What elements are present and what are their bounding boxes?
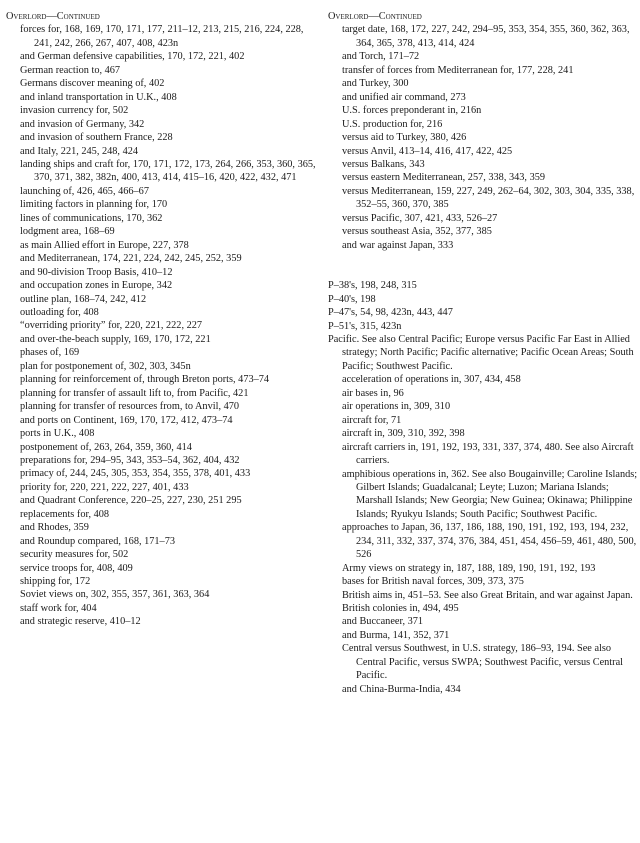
index-entry: and China-Burma-India, 434 [342,683,461,695]
index-entry: as main Allied effort in Europe, 227, 378 [20,239,189,251]
index-entry: versus Balkans, 343 [342,158,425,170]
index-entry: phases of, 169 [20,347,80,359]
index-entry: amphibious operations in, 362. See also Bougainville; Caroline Islands; Gilbert Islands; Guadalcanal; Leyte; Luzon; Mariana Islands; Marshall Islands; New Georgia; New Guinea; Okinawa; Philippine Islands; Ryukyu Islands; South Pacific; Southwest Pacific. [342,468,638,520]
index-entry: and Buccaneer, 371 [342,616,424,628]
index-entry: Army views on strategy in, 187, 188, 189, 190, 191, 192, 193 [342,562,596,574]
index-entry: German reaction to, 467 [20,64,121,76]
index-entry: British aims in, 451–53. See also Great Britain, and war against Japan. [342,589,633,601]
index-entry: and Quadrant Conference, 220–25, 227, 230, 251 295 [20,495,242,507]
index-entry: lines of communications, 170, 362 [20,212,163,224]
index-entry: and Rhodes, 359 [20,522,89,534]
index-entry: and inland transportation in U.K., 408 [20,91,177,103]
index-entry: shipping for, 172 [20,576,91,588]
index-entry: transfer of forces from Mediterranean for, 177, 228, 241 [342,64,574,76]
right-heading: Overlord—Continued [328,11,422,22]
index-entry: limiting factors in planning for, 170 [20,199,168,211]
index-entry: and German defensive capabilities, 170, 172, 221, 402 [20,51,245,63]
index-entry: British colonies in, 494, 495 [342,603,459,615]
index-entry: staff work for, 404 [20,602,97,614]
index-entry: primacy of, 244, 245, 305, 353, 354, 355, 378, 401, 433 [20,468,251,480]
pacific-subentries [328,373,638,696]
index-entry: service troops for, 408, 409 [20,562,133,574]
index-entry: outline plan, 168–74, 242, 412 [20,293,147,305]
index-entry: and unified air command, 273 [342,91,466,103]
index-entry: and ports on Continent, 169, 170, 172, 412, 473–74 [20,414,233,426]
index-entry: planning for transfer of assault lift to, from Pacific, 421 [20,387,249,399]
index-entry: and Turkey, 300 [342,78,409,90]
index-entry: and Burma, 141, 352, 371 [342,629,450,641]
index-entry-pacific: Pacific. See also Central Pacific; Europe versus Pacific Far East in Allied strategy; North Pacific; Pacific alternative; Pacific Ocean Areas; South Pacific; Southwest Pacific. [328,333,634,372]
index-entry: air bases in, 96 [342,387,404,399]
index-entry: planning for transfer of resources from, to Anvil, 470 [20,401,240,413]
index-entry: and invasion of southern France, 228 [20,132,173,144]
index-entry: “overriding priority” for, 220, 221, 222, 227 [20,320,203,332]
index-entry: and Italy, 221, 245, 248, 424 [20,145,139,157]
right-entries [328,23,638,252]
spacer [328,252,638,279]
index-entry: bases for British naval forces, 309, 373, 375 [342,576,524,588]
index-entry: priority for, 220, 221, 222, 227, 401, 433 [20,481,189,493]
index-entry: and war against Japan, 333 [342,239,454,251]
index-entry: replacements for, 408 [20,508,110,520]
index-entry-p51: P–51's, 315, 423n [328,320,402,332]
index-entry: and Roundup compared, 168, 171–73 [20,535,176,547]
index-entry: aircraft carriers in, 191, 192, 193, 331, 337, 374, 480. See also Aircraft carriers. [342,441,634,467]
index-entry: Soviet views on, 302, 355, 357, 361, 363, 364 [20,589,210,601]
index-entry: aircraft in, 309, 310, 392, 398 [342,428,465,440]
index-entry: Central versus Southwest, in U.S. strategy, 186–93, 194. See also Central Pacific, versus SWPA; Southwest Pacific, versus Central Pacific. [342,643,624,682]
index-entry: versus Anvil, 413–14, 416, 417, 422, 425 [342,145,513,157]
right-column [328,10,638,696]
index-entry: and occupation zones in Europe, 342 [20,280,173,292]
left-column [6,10,322,629]
index-entry: launching of, 426, 465, 466–67 [20,185,149,197]
index-entry: U.S. production for, 216 [342,118,443,130]
index-entry: versus southeast Asia, 352, 377, 385 [342,226,492,238]
index-entry: and Torch, 171–72 [342,51,420,63]
index-entry: plan for postponement of, 302, 303, 345n [20,360,191,372]
index-entry: forces for, 168, 169, 170, 171, 177, 211–12, 213, 215, 216, 224, 228, 241, 242, 266, 267, 407, 408, 423n [20,24,304,49]
index-entry: planning for reinforcement of, through Breton ports, 473–74 [20,374,270,386]
index-entry: lodgment area, 168–69 [20,226,115,238]
index-entry: and over-the-beach supply, 169, 170, 172, 221 [20,333,211,345]
index-entry-p47: P–47's, 54, 98, 423n, 443, 447 [328,307,453,319]
index-entry: security measures for, 502 [20,549,129,561]
index-entry: U.S. forces preponderant in, 216n [342,105,482,117]
index-entry: aircraft for, 71 [342,414,402,426]
index-entry: target date, 168, 172, 227, 242, 294–95, 353, 354, 355, 360, 362, 363, 364, 365, 378, 413, 414, 424 [342,24,630,49]
index-entry: versus aid to Turkey, 380, 426 [342,132,467,144]
index-entry: versus eastern Mediterranean, 257, 338, 343, 359 [342,172,546,184]
index-entry-p40: P–40's, 198 [328,293,376,305]
index-entry: ports in U.K., 408 [20,428,95,440]
index-entry: invasion currency for, 502 [20,105,129,117]
index-entry: versus Pacific, 307, 421, 433, 526–27 [342,212,498,224]
index-entry-p38: P–38's, 198, 248, 315 [328,280,417,292]
index-entry: landing ships and craft for, 170, 171, 172, 173, 264, 266, 353, 360, 365, 370, 371, 382, 382n, 400, 413, 414, 415–16, 420, 422, 432, 471 [20,158,316,184]
index-entry: outloading for, 408 [20,306,99,318]
left-entries [6,23,322,628]
index-entry: and Mediterranean, 174, 221, 224, 242, 245, 252, 359 [20,253,242,265]
index-entry: air operations in, 309, 310 [342,401,451,413]
index-entry: approaches to Japan, 36, 137, 186, 188, 190, 191, 192, 193, 194, 232, 234, 311, 332, 337, 374, 376, 384, 451, 454, 456–59, 461, 480, 500, 526 [342,522,637,561]
index-entry: postponement of, 263, 264, 359, 360, 414 [20,441,192,453]
index-entry: versus Mediterranean, 159, 227, 249, 262–64, 302, 303, 304, 335, 338, 352–55, 360, 370, 385 [342,185,635,211]
index-entry: and strategic reserve, 410–12 [20,616,141,628]
index-entry: preparations for, 294–95, 343, 353–54, 362, 404, 432 [20,454,240,466]
index-entry: acceleration of operations in, 307, 434, 458 [342,374,521,386]
index-entry: and 90-division Troop Basis, 410–12 [20,266,173,278]
index-entry: Germans discover meaning of, 402 [20,78,165,90]
left-heading: Overlord—Continued [6,11,100,22]
index-entry: and invasion of Germany, 342 [20,118,145,130]
